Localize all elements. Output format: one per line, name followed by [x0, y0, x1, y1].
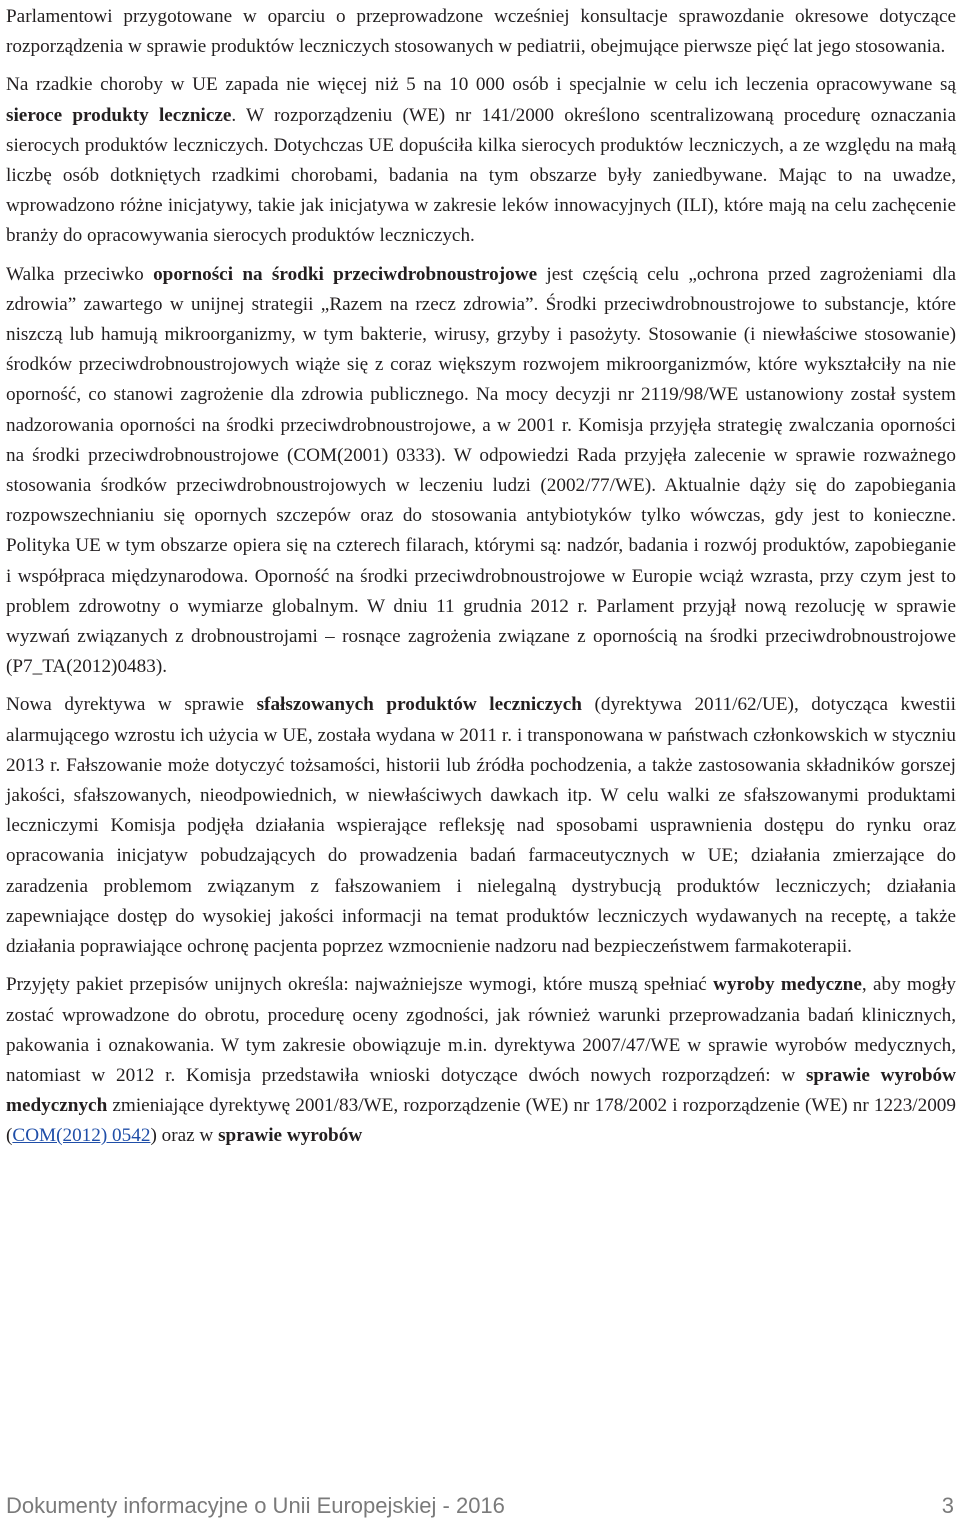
- text-segment: Walka przeciwko: [6, 263, 154, 285]
- bold-term: sprawie wyrobów: [218, 1125, 363, 1147]
- paragraph-medical-devices: [6, 970, 956, 1151]
- paragraph-antimicrobial-resistance: [6, 260, 956, 683]
- text-segment: Parlamentowi przygotowane w oparciu o przeprowadzone wcześniej konsultacje sprawozdanie okresowe dotyczące rozporządzenia w sprawie produktów leczniczych stosowanych w pediatrii, obejmujące pierwsze pięć lat jego stosowania.: [6, 6, 956, 58]
- document-body: [6, 2, 956, 1160]
- paragraph-pediatrics: [6, 2, 956, 62]
- text-segment: Na rzadkie choroby w UE zapada nie więcej niż 5 na 10 000 osób i specjalnie w celu ich leczenia opracowywane są: [6, 74, 956, 96]
- text-segment: Nowa dyrektywa w sprawie: [6, 694, 257, 716]
- text-segment: (dyrektywa 2011/62/UE), dotycząca kwestii alarmującego wzrostu ich użycia w UE, została wydana w 2011 r. i transponowana w państwach członkowskich w styczniu 2013 r. Fałszowanie może dotyczyć tożsamości, historii lub źródła pochodzenia, a także zastosowania składników gorszej jakości, sfałszowanych, nieodpowiednich, w niewłaściwych dawkach itp. W celu walki ze sfałszowanymi produktami leczniczymi Komisja podjęła działania wspierające refleksję nad sposobami usprawnienia dostępu do rynku oraz opracowania inicjatyw pobudzających do prowadzenia badań farmaceutycznych w UE; działania zmierzające do zaradzenia problemom związanym z fałszowaniem i nielegalną dystrybucją produktów leczniczych; działania zapewniające dostęp do wysokiej jakości informacji na temat produktów leczniczych wydawanych na receptę, a także działania poprawiające ochronę pacjenta poprzez wzmocnienie nadzoru nad bezpieczeństwem farmakoterapii.: [6, 694, 956, 958]
- text-segment: , aby mogły zostać wprowadzone do obrotu, procedurę oceny zgodności, jak również warunki przeprowadzania badań klinicznych, pakowania i oznakowania. W tym zakresie obowiązuje m.in. dyrektywa 2007/47/WE w sprawie wyrobów medycznych, natomiast w 2012 r. Komisja przedstawiła wnioski dotyczące dwóch nowych rozporządzeń: w: [6, 974, 956, 1086]
- page-number: 3: [941, 1493, 954, 1518]
- bold-term: sieroce produkty lecznicze: [6, 104, 232, 126]
- paragraph-orphan-medicines: [6, 70, 956, 251]
- text-segment: . W rozporządzeniu (WE) nr 141/2000 określono scentralizowaną procedurę oznaczania sierocych produktów leczniczych. Dotychczas UE dopuściła kilka sierocych produktów leczniczych, a ze względu na małą liczbę osób dotkniętych rzadkimi chorobami, badania na tym obszarze były zaniedbywane. Mając to na uwadze, wprowadzono różne inicjatywy, takie jak inicjatywa w zakresie leków innowacyjnych (ILI), które mają na celu zachęcenie branży do opracowywania sierocych produktów leczniczych.: [6, 104, 956, 247]
- bold-term: oporności na środki przeciwdrobnoustrojowe: [153, 263, 538, 285]
- bold-term: sprawie wyrobów medycznych: [6, 1064, 956, 1117]
- bold-term: sfałszowanych produktów leczniczych: [256, 694, 582, 716]
- text-segment: Przyjęty pakiet przepisów unijnych określa: najważniejsze wymogi, które muszą spełniać: [6, 974, 714, 996]
- text-segment: ) oraz w: [150, 1125, 219, 1147]
- page-footer: [6, 1493, 954, 1519]
- bold-term: wyroby medyczne: [713, 974, 862, 996]
- text-segment: jest częścią celu „ochrona przed zagrożeniami dla zdrowia” zawartego w unijnej strategii „Razem na rzecz zdrowia”. Środki przeciwdrobnoustrojowe to substancje, które niszczą lub hamują mikroorganizmy, w tym bakterie, wirusy, grzyby i pasożyty. Stosowanie (i niewłaściwe stosowanie) środków przeciwdrobnoustrojowych wiąże się z coraz większym rozwojem mikroorganizmów, które wykształciły na nie oporność, co stanowi zagrożenie dla zdrowia publicznego. Na mocy decyzji nr 2119/98/WE ustanowiony został system nadzorowania oporności na środki przeciwdrobnoustrojowe, a w 2001 r. Komisja przyjęła strategię zwalczania oporności na środki przeciwdrobnoustrojowe (COM(2001) 0333). W odpowiedzi Rada przyjęła zalecenie w sprawie rozważnego stosowania środków przeciwdrobnoustrojowych w leczeniu ludzi (2002/77/WE). Aktualnie dąży się do zapobiegania rozpowszechnianiu się opornych szczepów oraz do stosowania antybiotyków tylko wówczas, gdy jest to konieczne. Polityka UE w tym obszarze opiera się na czterech filarach, którymi są: nadzór, badania i rozwój produktów, zapobieganie i współpraca międzynarodowa. Oporność na środki przeciwdrobnoustrojowe w Europie wciąż wzrasta, przy czym jest to problem zdrowotny o wymiarze globalnym. W dniu 11 grudnia 2012 r. Parlament przyjął nową rezolucję w sprawie wyzwań związanych z drobnoustrojami – rosnące zagrożenia związane z opornością na środki przeciwdrobnoustrojowe (P7_TA(2012)0483).: [6, 263, 956, 678]
- text-segment: zmieniające dyrektywę 2001/83/WE, rozporządzenie (WE) nr 178/2002 i rozporządzenie (WE) nr 1223/2009 (: [6, 1095, 956, 1147]
- footer-title: Dokumenty informacyjne o Unii Europejskiej - 2016: [6, 1493, 505, 1518]
- paragraph-falsified-medicines: [6, 690, 956, 962]
- com-2012-0542-link[interactable]: COM(2012) 0542: [12, 1125, 151, 1147]
